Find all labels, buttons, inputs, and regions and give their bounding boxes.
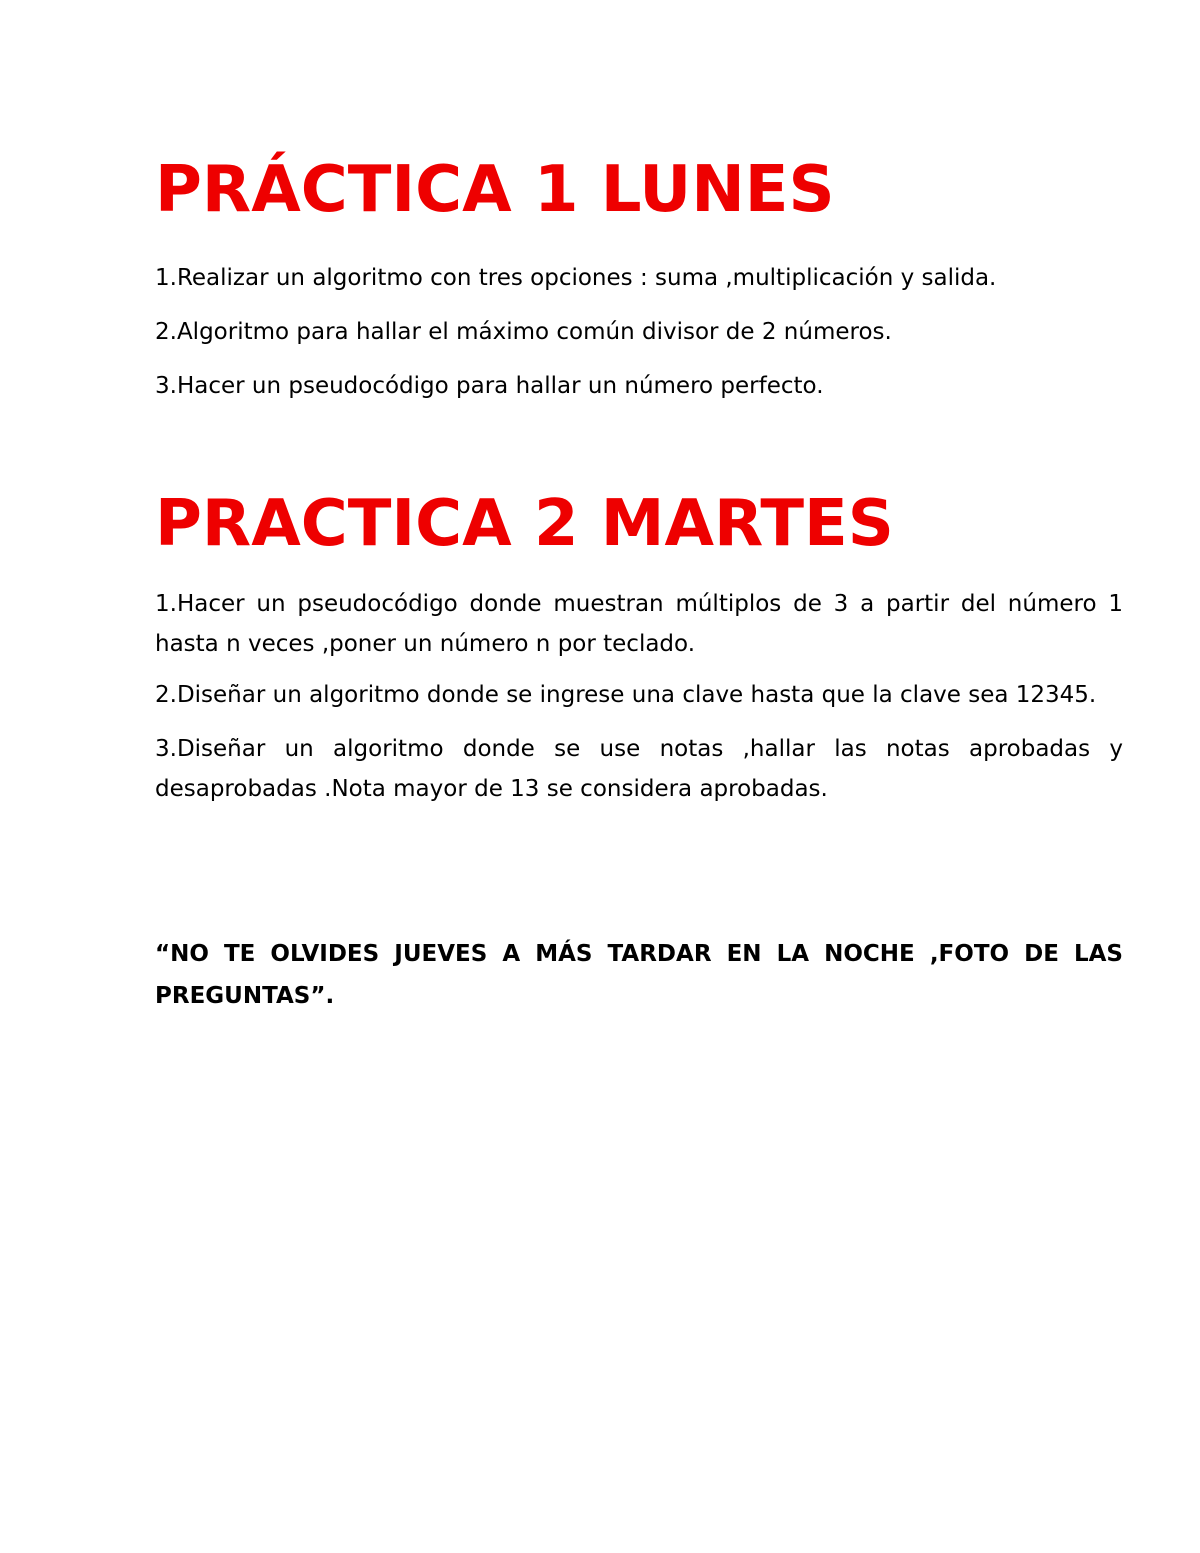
practice-2-item-3: 3.Diseñar un algoritmo donde se use notas ,hallar las notas aprobadas y desaprobadas .Nota mayor de 13 se considera aprobadas. [155, 736, 1123, 802]
reminder-note: “NO TE OLVIDES JUEVES A MÁS TARDAR EN LA NOCHE ,FOTO DE LAS PREGUNTAS”. [155, 941, 1123, 1009]
practice-1-item-2: 2.Algoritmo para hallar el máximo común divisor de 2 números. [155, 319, 892, 345]
practice-1-item-3: 3.Hacer un pseudocódigo para hallar un número perfecto. [155, 373, 824, 399]
practice-2-item-1: 1.Hacer un pseudocódigo donde muestran múltiplos de 3 a partir del número 1 hasta n veces ,poner un número n por teclado. [155, 591, 1123, 657]
practice-2-title: PRACTICA 2 MARTES [155, 487, 894, 561]
practice-1-item-1: 1.Realizar un algoritmo con tres opciones : suma ,multiplicación y salida. [155, 265, 997, 291]
practice-2-item-2: 2.Diseñar un algoritmo donde se ingrese una clave hasta que la clave sea 12345. [155, 682, 1097, 708]
practice-1-title: PRÁCTICA 1 LUNES [155, 153, 835, 227]
